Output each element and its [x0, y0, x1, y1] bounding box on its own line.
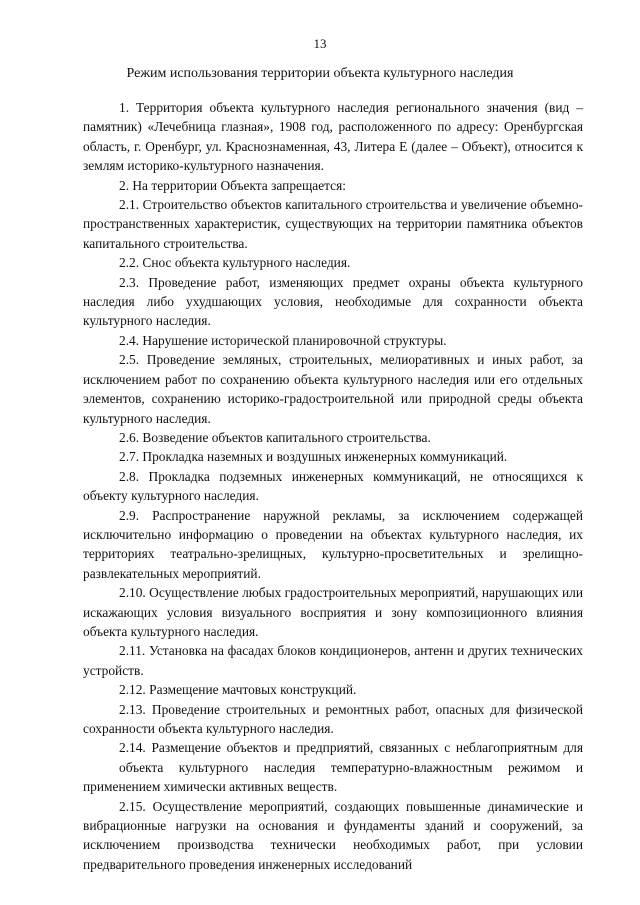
- paragraph-2-9: 2.9. Распространение наружной рекламы, за исключением содержащей исключительно информацию о проведении на объектах культурного наследия, их территориях театрально-зрелищных, культурно-просветительных и зрелищно-развлекательных мероприятий.: [83, 507, 583, 581]
- paragraph-2-4: 2.4. Нарушение исторической планировочной структуры.: [119, 332, 447, 348]
- paragraph-2-10: 2.10. Осуществление любых градостроительных мероприятий, нарушающих или искажающих условия визуального восприятия и зону композиционного влияния объекта культурного наследия.: [83, 585, 583, 639]
- paragraph-2: 2. На территории Объекта запрещается:: [119, 177, 346, 193]
- section-heading: Режим использования территории объекта культурного наследия: [126, 66, 514, 81]
- paragraph-2-3: 2.3. Проведение работ, изменяющих предмет охраны объекта культурного наследия либо ухудшающих условия, необходимые для сохранности объекта культурного наследия.: [83, 274, 583, 329]
- paragraph-2-14-continued: объекта культурного наследия температурно-влажностным режимом и применением химически активных веществ.: [83, 759, 583, 795]
- paragraph-2-5: 2.5. Проведение земляных, строительных, мелиоративных и иных работ, за исключением работ по сохранению объекта культурного наследия или его отдельных элементов, сохранению историко-градостроительной или природной среды объекта культурного наследия.: [83, 352, 583, 426]
- document-body: [83, 98, 583, 874]
- paragraph-1: 1. Территория объекта культурного наследия регионального значения (вид – памятник) «Лечебница глазная», 1908 год, расположенного по адресу: Оренбургская область, г. Оренбург, ул. Краснознаменная, 43, Литера Е (далее – Объект), относится к землям историко-культурного назначения.: [83, 100, 583, 174]
- paragraph-2-11: 2.11. Установка на фасадах блоков кондиционеров, антенн и других технических устройств.: [83, 643, 583, 678]
- paragraph-2-12: 2.12. Размещение мачтовых конструкций.: [119, 682, 357, 698]
- page-number: 13: [313, 36, 327, 51]
- paragraph-2-8: 2.8. Прокладка подземных инженерных коммуникаций, не относящихся к объекту культурного наследия.: [83, 468, 583, 504]
- paragraph-2-2: 2.2. Снос объекта культурного наследия.: [119, 255, 351, 271]
- paragraph-2-13: 2.13. Проведение строительных и ремонтных работ, опасных для физической сохранности объекта культурного наследия.: [83, 701, 583, 736]
- paragraph-2-14: 2.14. Размещение объектов и предприятий, связанных с неблагоприятным для: [119, 740, 583, 756]
- paragraph-2-1: 2.1. Строительство объектов капитального строительства и увеличение объемно-пространственных характеристик, существующих на территории памятника объектов капитального строительства.: [83, 197, 583, 251]
- paragraph-2-6: 2.6. Возведение объектов капитального строительства.: [119, 429, 431, 445]
- paragraph-2-7: 2.7. Прокладка наземных и воздушных инженерных коммуникаций.: [119, 449, 508, 465]
- paragraph-2-15: 2.15. Осуществление мероприятий, создающих повышенные динамические и вибрационные нагрузки на основания и фундаменты зданий и сооружений, за исключением производства технически необходимых работ, при условии предварительного проведения инженерных исследований: [83, 798, 583, 872]
